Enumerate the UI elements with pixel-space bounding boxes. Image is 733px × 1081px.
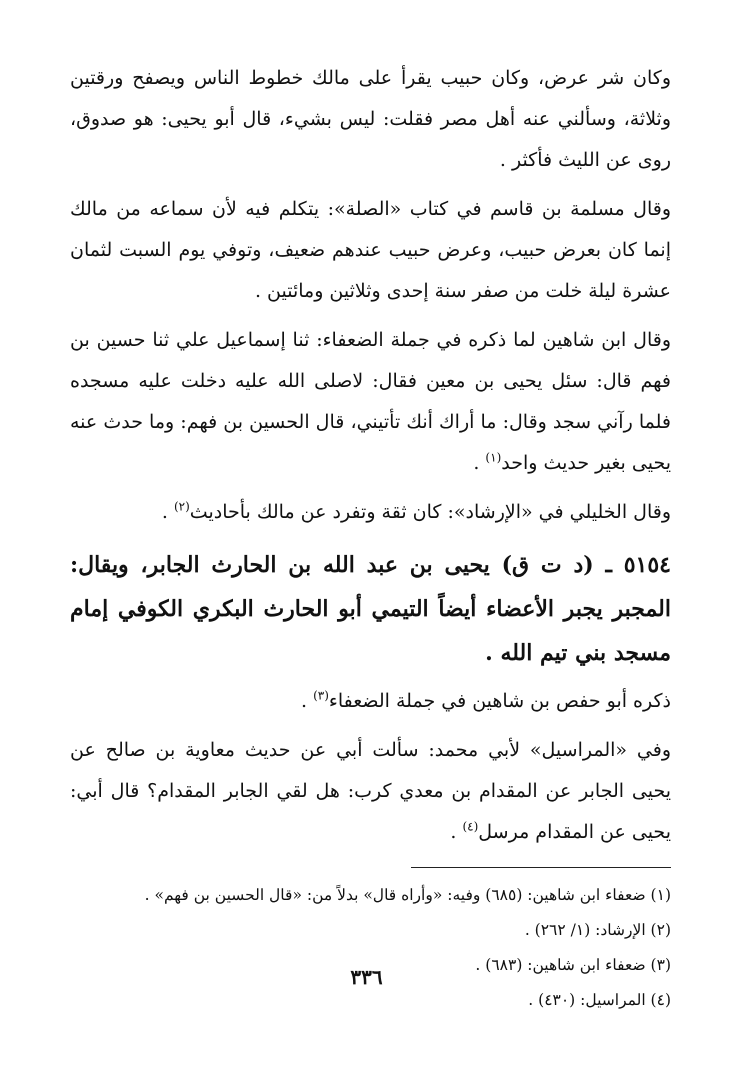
paragraph-6	[70, 730, 671, 853]
footnote-1: (١) ضعفاء ابن شاهين: (٦٨٥) وفيه: «وأراه قال» بدلاً من: «قال الحسين بن فهم» .	[144, 886, 671, 904]
paragraph-2	[70, 189, 671, 312]
paragraph-5	[70, 681, 671, 722]
paragraph-4-text: وقال الخليلي في «الإرشاد»: كان ثقة وتفرد عن مالك بأحاديث	[189, 501, 671, 523]
page-number: ٣٣٦	[350, 965, 383, 989]
paragraph-5-text: ذكره أبو حفص بن شاهين في جملة الضعفاء	[328, 690, 671, 712]
entry-heading: ٥١٥٤ ـ (د ت ق) يحيى بن عبد الله بن الحارث الجابر، ويقال: المجبر يجبر الأعضاء أيضاً التيمي أبو الحارث البكري الكوفي إمام مسجد بني تيم الله .	[70, 552, 671, 666]
footnote-ref-3: (٣)	[313, 688, 329, 703]
footnotes	[70, 878, 671, 1018]
footnote-4: (٤) المراسيل: (٤٣٠) .	[528, 991, 671, 1009]
paragraph-1	[70, 58, 671, 181]
paragraph-2-text: وقال مسلمة بن قاسم في كتاب «الصلة»: يتكلم فيه لأن سماعه من مالك إنما كان بعرض حبيب، وعرض حبيب عندهم ضعيف، وتوفي يوم السبت لثمان عشرة ليلة خلت من صفر سنة إحدى وثلاثين ومائتين .	[70, 198, 671, 302]
paragraph-3	[70, 320, 671, 484]
paragraph-6-text: وفي «المراسيل» لأبي محمد: سألت أبي عن حديث معاوية بن صالح عن يحيى الجابر عن المقدام بن معدي كرب: هل لقي الجابر المقدام؟ قال أبي: يحيى عن المقدام مرسل	[70, 739, 671, 843]
paragraph-1-text: وكان شر عرض، وكان حبيب يقرأ على مالك خطوط الناس ويصفح ورقتين وثلاثة، وسألني عنه أهل مصر فقلت: ليس بشيء، قال أبو يحيى: هو صدوق، روى عن الليث فأكثر .	[70, 67, 671, 171]
footnote-ref-1: (١)	[485, 450, 502, 465]
paragraph-3-text: وقال ابن شاهين لما ذكره في جملة الضعفاء: ثنا إسماعيل علي ثنا حسين بن فهم قال: سئل يحيى بن معين فقال: لاصلى الله عليه دخلت عليه مسجده فلما رآني سجد وقال: ما أراك أنك تأتيني، قال الحسين بن فهم: وما حدث عنه يحيى بغير حديث واحد	[70, 329, 671, 474]
footnote-ref-4: (٤)	[462, 819, 479, 834]
paragraph-4	[70, 492, 671, 533]
footnote-3: (٣) ضعفاء ابن شاهين: (٦٨٣) .	[475, 956, 671, 974]
paragraph-3-end: .	[473, 452, 486, 474]
footnote-ref-2: (٢)	[173, 499, 190, 514]
paragraph-5-end: .	[300, 690, 314, 712]
paragraph-6-end: .	[450, 821, 463, 843]
footnote-divider	[411, 867, 671, 868]
footnote-2: (٢) الإرشاد: (١/ ٢٦٢) .	[524, 921, 671, 939]
paragraph-4-end: .	[161, 501, 174, 523]
